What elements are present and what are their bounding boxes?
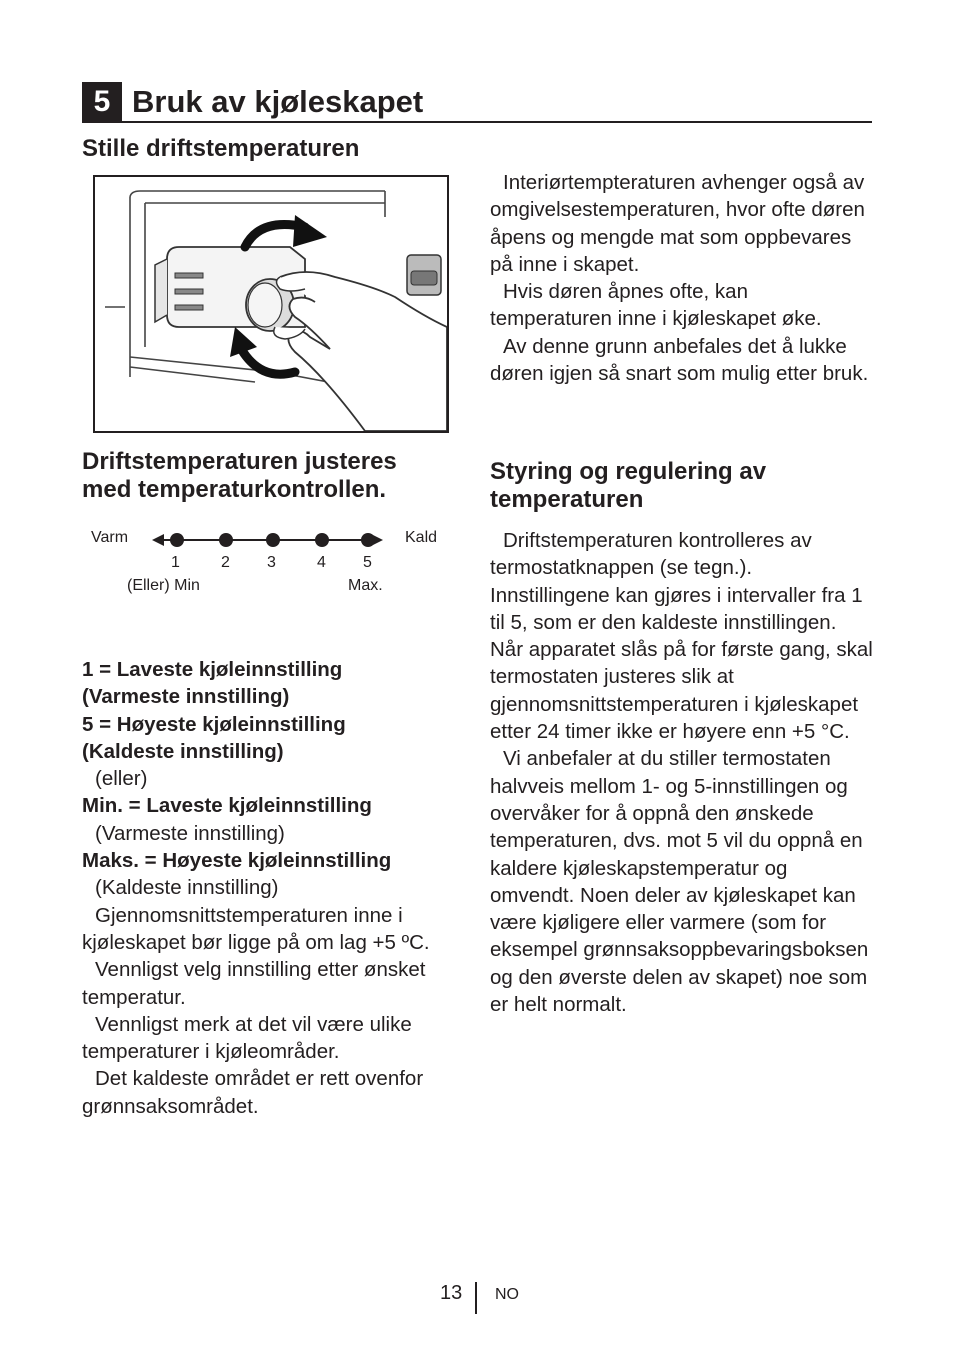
def-line: Min. = Laveste kjøleinnstilling	[82, 794, 372, 818]
def-line: (Kaldeste innstilling)	[95, 876, 279, 900]
scale-dot	[266, 533, 280, 547]
paragraph: Vennligst merk at det vil være ulike temperaturer i kjøleområder.	[82, 1012, 412, 1064]
paragraph: Interiørtempteraturen avhenger også av omgivelsestemperaturen, hvor ofte døren åpens og mengde mat som oppbevares på inne i skapet.	[490, 171, 865, 276]
def-line: (Varmeste innstilling)	[95, 821, 285, 845]
def-line: 1 = Laveste kjøleinnstilling	[82, 658, 343, 681]
def-line: Maks. = Høyeste kjøleinnstilling	[82, 849, 392, 873]
chapter-number: 5	[82, 82, 122, 122]
scale-number-4: 4	[317, 554, 326, 571]
def-line: (Varmeste innstilling)	[82, 685, 290, 709]
paragraph: Av denne grunn anbefales det å lukke døren igjen så snart som mulig etter bruk.	[490, 334, 869, 386]
paragraph: Vennligst velg innstilling etter ønsket temperatur.	[82, 958, 426, 1009]
temperature-scale-line	[150, 530, 385, 550]
paragraph: Driftstemperaturen kontrolleres av termostatknappen (se tegn.). Innstillingene kan gjøres i intervaller fra 1 til 5, som er den kaldeste innstillingen. Når apparatet slås på for første gang, skal termostaten justeres slik at gjennomsnittstemperaturen i kjøleskapet etter 24 timer ikke er høyere enn +5 °C.	[490, 529, 873, 744]
paragraph: Det kaldeste området er rett ovenfor grønnsaksområdet.	[82, 1067, 424, 1118]
paragraph: Gjennomsnittstemperaturen inne i kjøleskapet bør ligge på om lag +5 ºC.	[82, 903, 430, 954]
footer-divider	[475, 1282, 477, 1314]
scale-dot	[219, 533, 233, 547]
scale-max-label: Max.	[348, 577, 383, 594]
def-line: (eller)	[95, 767, 148, 791]
scale-min-label: (Eller) Min	[127, 577, 200, 594]
heading-line: temperaturen	[490, 486, 644, 513]
right-body-top	[490, 169, 875, 387]
language-code: NO	[495, 1286, 519, 1303]
scale-dot	[170, 533, 184, 547]
section-heading-control	[490, 458, 766, 514]
paragraph: Vi anbefaler at du stiller termostaten halvveis mellom 1- og 5-innstillingen og overvåker for å oppnå den ønskede temperaturen, dvs. mot 5 vil du oppnå en kaldere kjøleskapstemperatur og omvendt. Noen deler av kjøleskapet kan være kjøligere eller varmere (som for eksempel grønnsaksoppbevaringsboksen og den øverste delen av skapet) noe som er helt normalt.	[490, 747, 869, 1017]
scale-dot	[315, 533, 329, 547]
scale-number-1: 1	[171, 554, 180, 571]
hand-turning-knob-icon	[95, 177, 447, 431]
scale-dot	[361, 533, 375, 547]
page-number: 13	[440, 1282, 463, 1304]
left-body	[82, 656, 462, 1120]
chapter-title: Bruk av kjøleskapet	[132, 84, 424, 119]
scale-number-3: 3	[267, 554, 276, 571]
heading-line: Styring og regulering av	[490, 458, 767, 485]
scale-number-5: 5	[363, 554, 372, 571]
section-heading-operating-temp: Stille driftstemperaturen	[82, 135, 360, 162]
scale-number-2: 2	[221, 554, 230, 571]
heading-line: med temperaturkontrollen.	[82, 476, 387, 503]
def-line: (Kaldeste innstilling)	[82, 739, 284, 763]
scale-label-warm: Varm	[91, 529, 129, 546]
def-line: 5 = Høyeste kjøleinnstilling	[82, 712, 346, 736]
right-body-bottom	[490, 527, 875, 1018]
chapter-rule	[82, 121, 872, 123]
heading-line: Driftstemperaturen justeres	[82, 448, 397, 475]
section-heading-adjust-temp	[82, 448, 397, 504]
scale-label-cold: Kald	[405, 529, 438, 546]
paragraph: Hvis døren åpnes ofte, kan temperaturen inne i kjøleskapet øke.	[490, 280, 822, 331]
thermostat-illustration	[93, 175, 449, 433]
